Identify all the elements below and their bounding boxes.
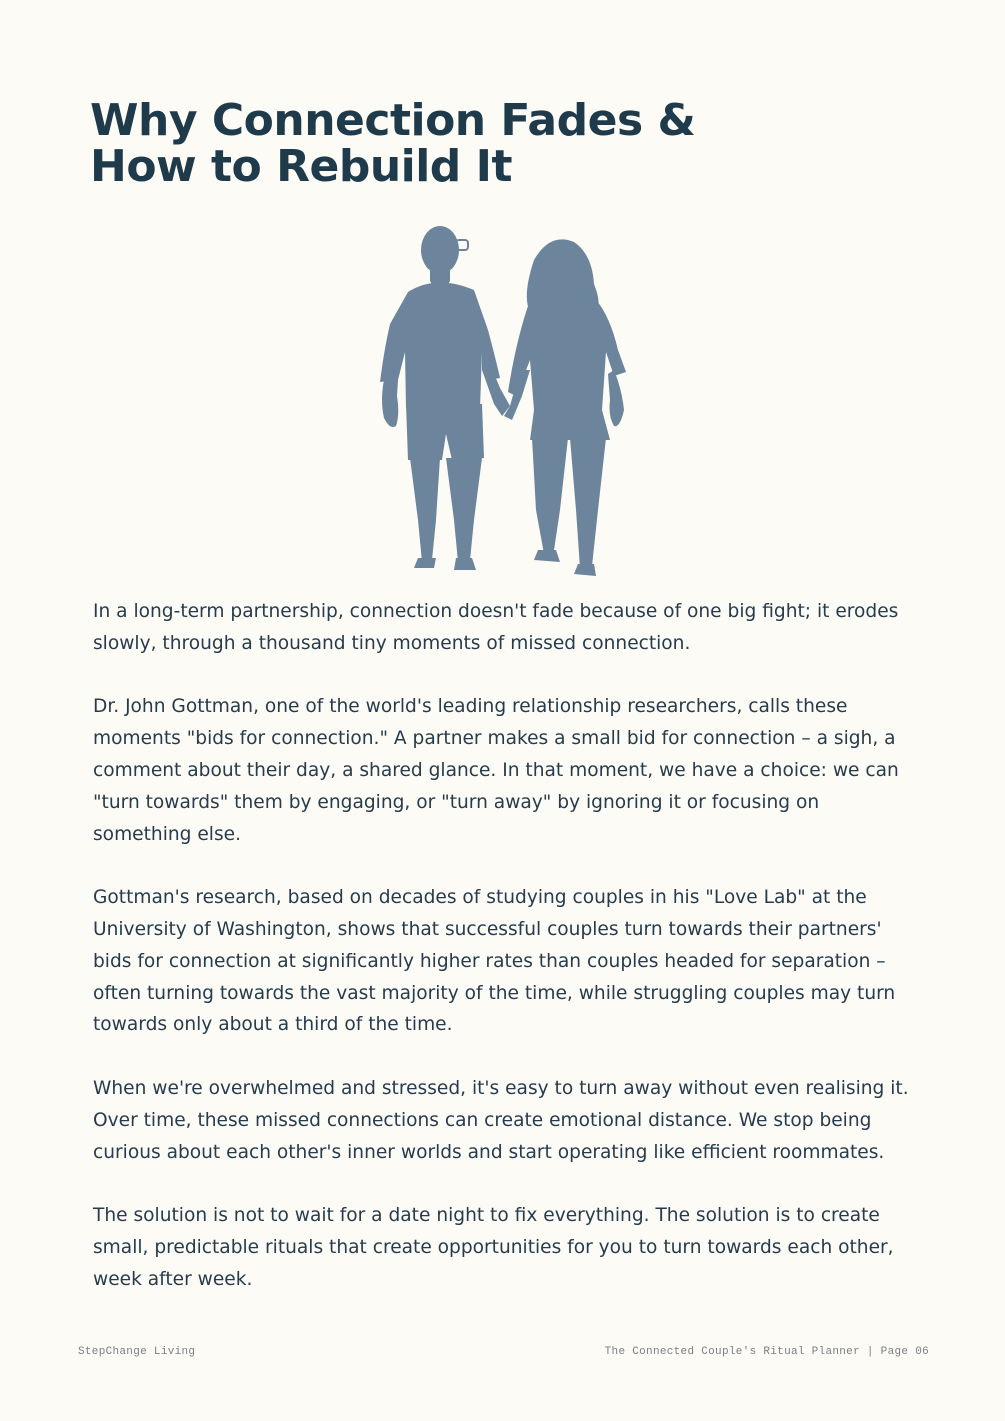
article-body (93, 596, 923, 1327)
page-title (90, 95, 910, 192)
couple-silhouette-icon (370, 220, 635, 580)
page-title-line-2: How to Rebuild It (90, 141, 513, 192)
paragraph-2: Dr. John Gottman, one of the world's leading relationship researchers, calls these moments "bids for connection." A partner makes a small bid for connection – a sigh, a comment about their day, a shared glance. In that moment, we have a choice: we can "turn towards" them by engaging, or "turn away" by ignoring it or focusing on something else. (93, 696, 899, 845)
paragraph-5: The solution is not to wait for a date night to fix everything. The solution is to create small, predictable rituals that create opportunities for you to turn towards each other, week after week. (93, 1205, 894, 1290)
page-title-line-1: Why Connection Fades & (90, 95, 696, 146)
woman-silhouette (504, 239, 626, 576)
paragraph-4: When we're overwhelmed and stressed, it's easy to turn away without even realising it. Over time, these missed connections can create emotional distance. We stop being curious about each other's inner worlds and start operating like efficient roommates. (93, 1077, 909, 1163)
paragraph-3: Gottman's research, based on decades of studying couples in his "Love Lab" at the University of Washington, shows that successful couples turn towards their partners' bids for connection at significantly higher rates than couples headed for separation – often turning towards the vast majority of the time, while struggling couples may turn towards only about a third of the time. (93, 887, 896, 1036)
footer-page-info: The Connected Couple's Ritual Planner | Page 06 (604, 1346, 929, 1358)
footer-brand: StepChange Living (78, 1346, 196, 1358)
man-silhouette (380, 226, 510, 570)
paragraph-1: In a long-term partnership, connection doesn't fade because of one big fight; it erodes slowly, through a thousand tiny moments of missed connection. (93, 601, 899, 654)
